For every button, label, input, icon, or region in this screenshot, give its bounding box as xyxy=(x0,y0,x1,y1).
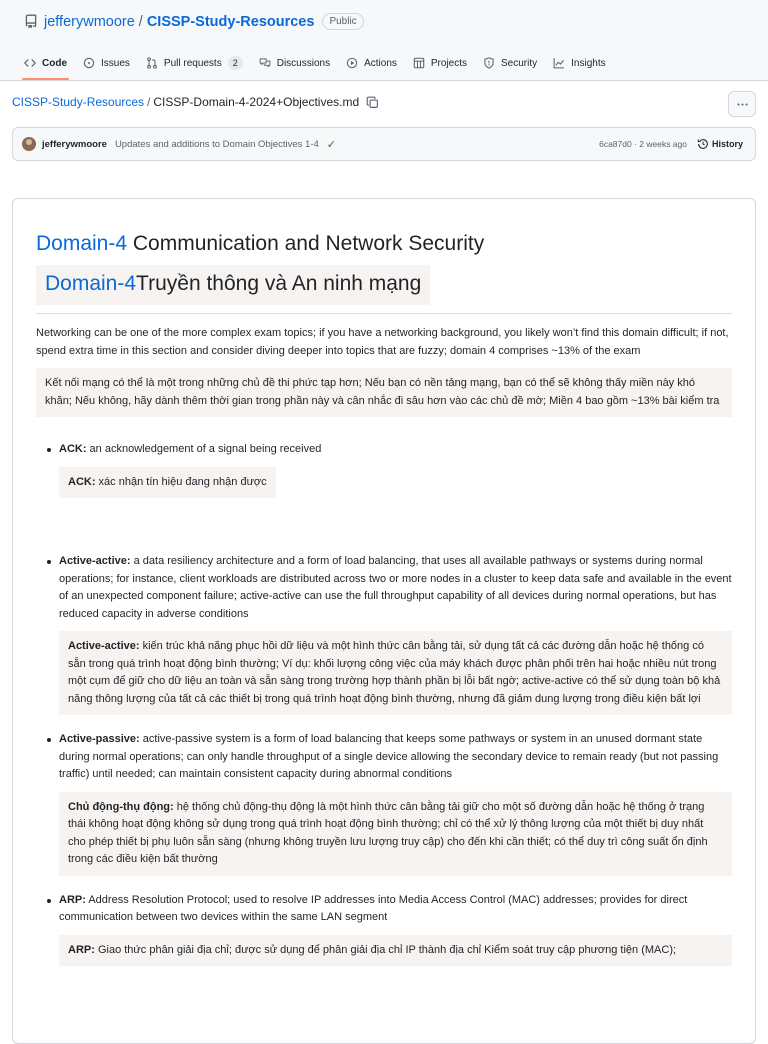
term-definition: a data resiliency architecture and a form of load balancing, that uses all available pathways or systems during normal operations; for instance, client workloads are distributed across two or more nodes in a cluster to keep data safe and available in the event of an unexpected component failure; active-active can use the full throughput capability of all devices during normal operations, but has reduced capacity in adverse conditions xyxy=(59,555,732,620)
visibility-badge: Public xyxy=(322,13,363,30)
tab-actions-label: Actions xyxy=(364,57,397,69)
tab-actions[interactable] xyxy=(338,50,405,76)
term-translation xyxy=(59,935,732,967)
breadcrumb-file-name: CISSP-Domain-4-2024+Objectives.md xyxy=(153,95,360,109)
history-button[interactable] xyxy=(697,138,743,150)
term-translation-definition: Giao thức phân giải địa chỉ; được sử dụng để phân giải địa chỉ IP thành địa chỉ Kiểm soát truy cập phương tiện (MAC); xyxy=(94,943,677,956)
term-translation-label: ACK: xyxy=(68,475,96,488)
tab-discussions[interactable] xyxy=(251,50,338,76)
tab-pull-requests-label: Pull requests xyxy=(163,57,222,69)
tab-code-label: Code xyxy=(42,57,67,69)
breadcrumb xyxy=(12,95,379,109)
list-item xyxy=(36,553,732,715)
breadcrumb-repo-link[interactable]: CISSP-Study-Resources xyxy=(12,95,145,109)
term-label: Active-passive: xyxy=(59,733,140,745)
commit-meta[interactable]: 6ca87d0 · 2 weeks ago xyxy=(599,139,687,149)
check-icon[interactable]: ✓ xyxy=(326,138,336,151)
code-icon xyxy=(24,57,36,69)
latest-commit-bar xyxy=(12,127,756,161)
term-translation xyxy=(59,792,732,876)
term-label: ACK: xyxy=(59,443,87,455)
repo-header xyxy=(0,0,768,81)
history-icon xyxy=(697,138,709,150)
markdown-body xyxy=(36,231,732,966)
breadcrumb-separator: / xyxy=(147,95,151,109)
term-definition: Address Resolution Protocol; used to resolve IP addresses into Media Access Control (MAC) addresses; provides for direct communication between two devices within the same LAN segment xyxy=(59,893,688,923)
term-translation-label: Active-active: xyxy=(68,640,140,652)
tab-code[interactable] xyxy=(16,50,75,76)
term-translation xyxy=(59,467,276,499)
term-label: Active-active: xyxy=(59,555,131,567)
file-content-box xyxy=(12,198,756,1044)
intro-translation: Kết nối mạng có thể là một trong những chủ đề thi phức tạp hơn; Nếu bạn có nền tảng mạng, bạn có thể sẽ không thấy miền này khó khăn; Nếu không, hãy dành thêm thời gian trong phần này và cân nhắc đi sâu hơn vào các chủ đề mờ; Miền 4 bao gồm ~13% bài kiểm tra xyxy=(36,368,732,417)
repo-separator: / xyxy=(138,13,143,30)
tab-discussions-label: Discussions xyxy=(276,57,331,69)
graph-icon xyxy=(553,57,565,69)
pull-request-icon xyxy=(146,57,158,69)
more-options-button[interactable] xyxy=(728,91,756,117)
terms-list xyxy=(36,441,732,966)
domain-heading-translation xyxy=(36,265,430,305)
list-item xyxy=(36,892,732,967)
term-translation-label: Chủ động-thụ động: xyxy=(68,800,174,813)
tab-insights[interactable] xyxy=(545,50,613,76)
kebab-horizontal-icon xyxy=(736,98,749,111)
repo-tabs xyxy=(16,50,614,76)
repo-owner-link[interactable]: jefferywmoore xyxy=(44,13,135,30)
intro-paragraph: Networking can be one of the more complex exam topics; if you have a networking background, you likely won’t find this domain difficult; if not, spend extra time in this section and consider diving deeper into topics that are fuzzy; domain 4 comprises ~13% of the exam xyxy=(36,327,729,357)
term-definition: active-passive system is a form of load balancing that keeps some pathways or system in an unused dormant state during normal operations; can only handle throughput of a single device allowing the secondary device to remain ready (but not passing traffic) until needed; can maintain consistent capacity during abnormal conditions xyxy=(59,733,719,780)
term-translation-definition: xác nhận tín hiệu đang nhận được xyxy=(95,475,267,488)
repo-title xyxy=(24,13,364,30)
list-item xyxy=(36,441,732,498)
term-definition: an acknowledgement of a signal being received xyxy=(86,443,322,455)
domain-heading-text: Communication and Network Security xyxy=(127,232,485,255)
repo-name-link[interactable]: CISSP-Study-Resources xyxy=(146,13,315,30)
discussions-icon xyxy=(259,57,271,69)
history-label: History xyxy=(711,139,743,149)
tab-projects-label: Projects xyxy=(430,57,468,69)
commit-message-link[interactable]: Updates and additions to Domain Objectives 1-4 xyxy=(114,138,319,150)
tab-issues-label: Issues xyxy=(101,57,130,69)
shield-icon xyxy=(483,57,495,69)
heading-divider xyxy=(36,313,732,314)
tab-projects[interactable] xyxy=(405,50,475,76)
repo-icon xyxy=(24,14,38,29)
list-item xyxy=(36,731,732,876)
domain-heading-translation-link[interactable]: Domain-4 xyxy=(45,272,137,295)
term-translation xyxy=(59,631,732,715)
tab-security[interactable] xyxy=(475,50,545,76)
tab-security-label: Security xyxy=(501,57,538,69)
domain-heading-link[interactable]: Domain-4 xyxy=(36,232,128,255)
avatar[interactable] xyxy=(22,137,36,151)
tab-issues[interactable] xyxy=(75,50,138,76)
commit-author-link[interactable]: jefferywmoore xyxy=(42,138,107,150)
term-translation-definition: kiến trúc khả năng phục hồi dữ liệu và một hình thức cân bằng tải, sử dụng tất cả các đường dẫn hoặc hệ thống có sẵn trong quá trình hoạt động bình thường; Ví dụ: khối lượng công việc của máy khách được phân phối trên hai hoặc nhiều nút trong một cụm để giữ cho dữ liệu an toàn và sẵn sàng trong trường hợp thành phần bị lỗi bất ngờ; active-active có thể sử dụng toàn bộ khả năng thông lượng của tất cả các thiết bị trong quá trình hoạt động bình thường, nhưng đã giảm dung lượng trong điều kiện bất lợi xyxy=(68,640,721,705)
domain-heading xyxy=(36,231,732,257)
issue-icon xyxy=(83,57,95,69)
tab-pull-requests[interactable] xyxy=(138,50,251,76)
term-translation-definition: hệ thống chủ động-thụ động là một hình thức cân bằng tải giữ cho một số đường dẫn hoặc hệ thống ở trạng thái không hoạt động không sử dụng trong quá trình hoạt động bình thường; chỉ có thể xử lý thông lượng của một thiết bị duy nhất cho phép thiết bị phụ luôn sẵn sàng (nhưng không truyền lưu lượng truy cập) cho đến khi cần thiết; có thể duy trì công suất ổn định trong các điều kiện bất thường xyxy=(68,800,708,865)
term-translation-label: ARP: xyxy=(68,943,95,956)
actions-icon xyxy=(346,57,358,69)
copy-path-icon[interactable] xyxy=(366,96,379,109)
projects-icon xyxy=(413,57,425,69)
term-label: ARP: xyxy=(59,893,86,906)
tab-insights-label: Insights xyxy=(571,57,606,69)
domain-heading-translation-text: Truyền thông và An ninh mạng xyxy=(136,272,422,295)
pull-requests-count: 2 xyxy=(228,56,243,70)
